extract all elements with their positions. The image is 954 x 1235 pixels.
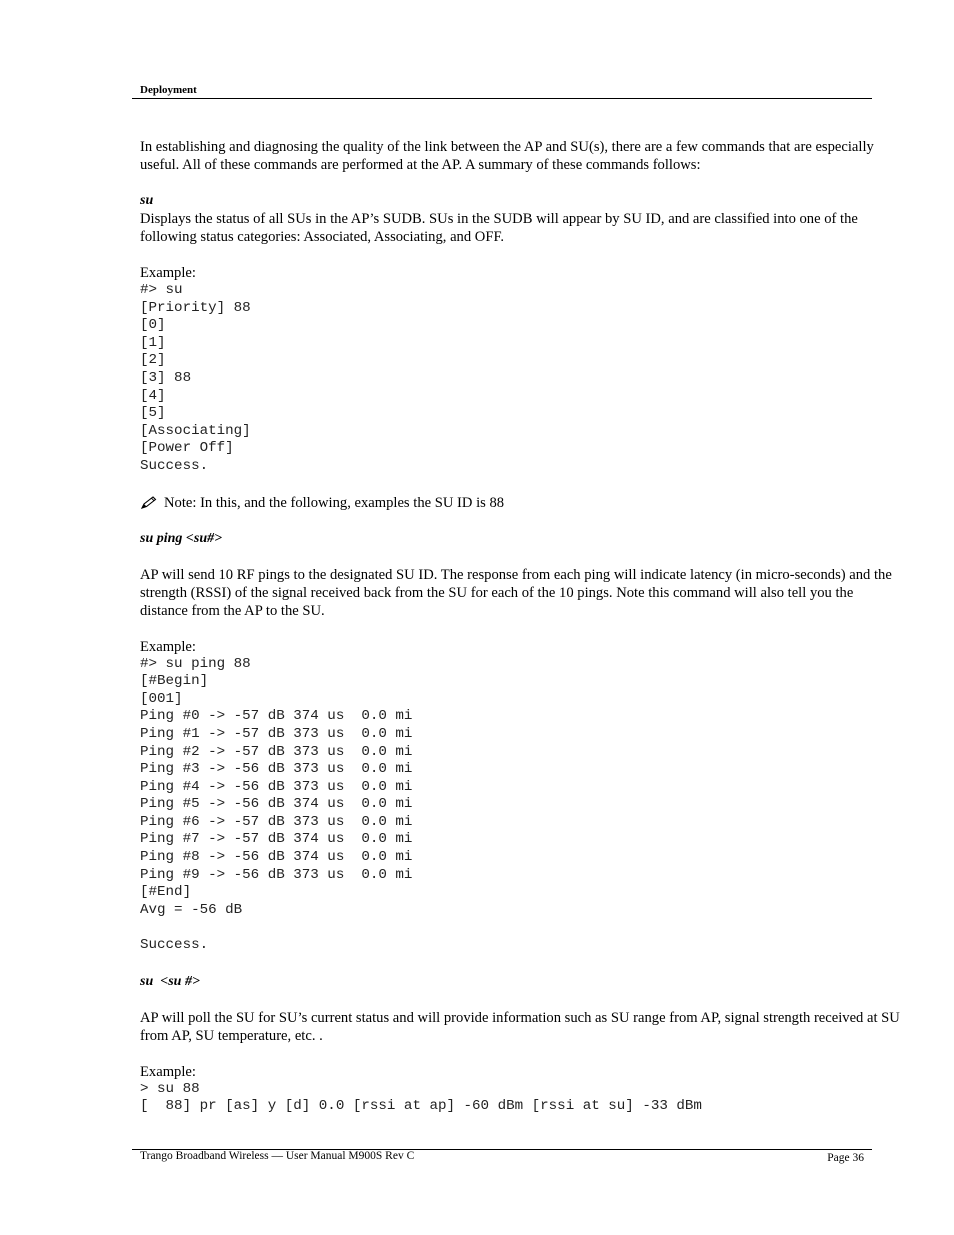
code-line: Ping #8 -> -56 dB 374 us 0.0 mi xyxy=(140,849,413,866)
header-title: Deployment xyxy=(140,84,197,96)
code-line: Ping #7 -> -57 dB 374 us 0.0 mi xyxy=(140,831,413,848)
code-line: Ping #2 -> -57 dB 373 us 0.0 mi xyxy=(140,743,413,760)
code-line: Success. xyxy=(140,937,209,954)
code-line: [0] xyxy=(140,317,166,334)
su-ping-code-block xyxy=(140,656,902,955)
page-number: Page 36 xyxy=(827,1152,864,1164)
su-status-description: AP will poll the SU for SU’s current status and will provide information such as SU range from AP, signal strength received at SU from AP, SU temperature, etc. . xyxy=(140,1009,900,1044)
code-line: Ping #0 -> -57 dB 374 us 0.0 mi xyxy=(140,708,413,725)
code-line: [#Begin] xyxy=(140,673,209,690)
code-line: Ping #5 -> -56 dB 374 us 0.0 mi xyxy=(140,796,413,813)
code-line: [2] xyxy=(140,352,166,369)
code-line: [#End] xyxy=(140,884,192,901)
code-line: [1] xyxy=(140,334,166,351)
code-line: #> su xyxy=(140,282,183,298)
code-line: [Power Off] xyxy=(140,440,234,457)
su-description: Displays the status of all SUs in the AP’s SUDB. SUs in the SUDB will appear by SU ID, and are classified into one of the following status categories: Associated, Associating, and OFF. xyxy=(140,211,858,245)
footer-manual-title: Trango Broadband Wireless — User Manual M900S Rev C xyxy=(140,1150,415,1162)
code-line: [001] xyxy=(140,690,183,707)
code-line: [4] xyxy=(140,387,166,404)
su-example-label: Example: xyxy=(140,265,196,281)
su-ping-example-label: Example: xyxy=(140,638,196,655)
code-line: Avg = -56 dB xyxy=(140,901,243,918)
intro-paragraph: In establishing and diagnosing the quality of the link between the AP and SU(s), there are a few commands that are especially useful. All of these commands are performed at the AP. A summary of these commands follows: xyxy=(140,139,874,173)
code-line: Ping #3 -> -56 dB 373 us 0.0 mi xyxy=(140,761,413,778)
code-line: Ping #6 -> -57 dB 373 us 0.0 mi xyxy=(140,813,413,830)
code-line: Success. xyxy=(140,457,209,474)
su-status-code-block xyxy=(140,1081,902,1116)
code-line: [3] 88 xyxy=(140,369,192,386)
su-heading: su xyxy=(140,193,154,208)
note-text: Note: In this, and the following, examples the SU ID is 88 xyxy=(164,494,505,511)
su-ping-heading: su ping <su#> xyxy=(140,530,223,546)
code-line: Ping #4 -> -56 dB 373 us 0.0 mi xyxy=(140,778,413,795)
code-line: [5] xyxy=(140,405,166,422)
pencil-icon xyxy=(140,496,158,510)
code-line: [ 88] pr [as] y [d] 0.0 [rssi at ap] -60 dBm [rssi at su] -33 dBm xyxy=(140,1098,702,1115)
code-line: [Priority] 88 xyxy=(140,299,251,316)
note xyxy=(140,494,902,512)
code-line: #> su ping 88 xyxy=(140,655,251,672)
su-code-block xyxy=(140,282,902,476)
su-status-example-label: Example: xyxy=(140,1063,196,1080)
code-line: Ping #9 -> -56 dB 373 us 0.0 mi xyxy=(140,866,413,883)
su-ping-description: AP will send 10 RF pings to the designated SU ID. The response from each ping will indicate latency (in micro-seconds) and the strength (RSSI) of the signal received back from the SU for each of the 10 pings. Note this command will also tell you the distance from the AP to the SU. xyxy=(140,566,892,619)
su-status-heading: su <su #> xyxy=(140,973,200,989)
code-line: > su 88 xyxy=(140,1080,200,1097)
code-line: [Associating] xyxy=(140,422,251,439)
code-line: Ping #1 -> -57 dB 373 us 0.0 mi xyxy=(140,725,413,742)
header-divider xyxy=(132,98,872,99)
document-body xyxy=(140,138,902,1116)
